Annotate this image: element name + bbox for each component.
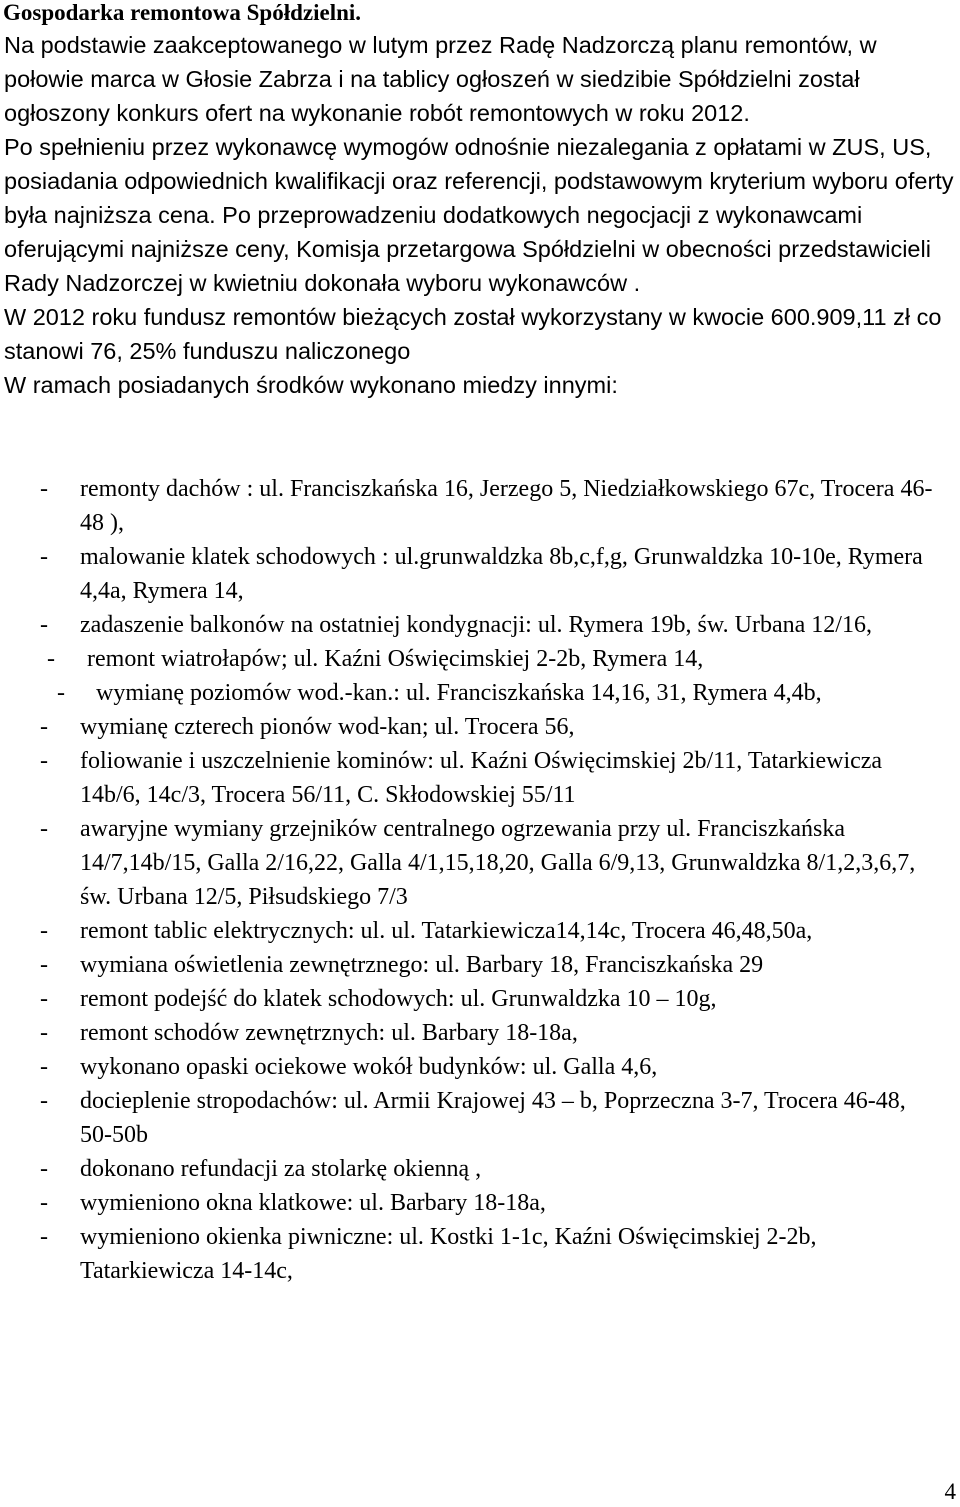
list-dash: - [40,476,48,502]
list-item-text: docieplenie stropodachów: ul. Armii Krajowej 43 – b, Poprzeczna 3-7, Trocera 46-48, 50-50b [80,1088,906,1148]
document-title: Gospodarka remontowa Spółdzielni. [3,0,362,25]
list-item [0,1152,960,1186]
list-item-text: remont podejść do klatek schodowych: ul. Grunwaldzka 10 – 10g, [80,986,717,1012]
list-item-text: remonty dachów : ul. Franciszkańska 16, Jerzego 5, Niedziałkowskiego 67c, Trocera 46-48 ), [80,476,933,536]
list-item [0,472,960,540]
list-item [0,642,960,676]
list-item [0,812,960,914]
list-item-text: wymieniono okna klatkowe: ul. Barbary 18-18a, [80,1190,546,1216]
list-item-text: wymieniono okienka piwniczne: ul. Kostki 1-1c, Kaźni Oświęcimskiej 2-2b, Tatarkiewicza 14-14c, [80,1224,817,1284]
list-dash: - [40,1020,48,1046]
list-item-text: wykonano opaski ociekowe wokół budynków: ul. Galla 4,6, [80,1054,658,1080]
list-item [0,1050,960,1084]
list-item-text: remont schodów zewnętrznych: ul. Barbary 18-18a, [80,1020,578,1046]
list-item-text: malowanie klatek schodowych : ul.grunwaldzka 8b,c,f,g, Grunwaldzka 10-10e, Rymera 4,4a, Rymera 14, [80,544,923,604]
list-item [0,744,960,812]
works-list [0,472,960,1288]
paragraph: W ramach posiadanych środków wykonano miedzy innymi: [4,372,618,398]
list-dash: - [40,1054,48,1080]
list-dash: - [40,612,48,638]
list-item-text: remont tablic elektrycznych: ul. ul. Tatarkiewicza14,14c, Trocera 46,48,50a, [80,918,813,944]
list-item [0,540,960,608]
list-item-text: wymianę czterech pionów wod-kan; ul. Trocera 56, [80,714,575,740]
list-item [0,1084,960,1152]
list-dash: - [40,1088,48,1114]
list-item-text: wymianę poziomów wod.-kan.: ul. Franciszkańska 14,16, 31, Rymera 4,4b, [96,680,822,706]
list-item [0,608,960,642]
list-dash: - [57,680,65,706]
list-dash: - [40,544,48,570]
list-item [0,710,960,744]
list-dash: - [40,714,48,740]
paragraph: Po spełnieniu przez wykonawcę wymogów odnośnie niezalegania z opłatami w ZUS, US, posiadania odpowiednich kwalifikacji oraz referencji, podstawowym kryterium wyboru oferty była najniższa cena. Po przeprowadzeniu dodatkowych negocjacji z wykonawcami oferującymi najniższe ceny, Komisja przetargowa Spółdzielni w obecności przedstawicieli Rady Nadzorczej w kwietniu dokonała wyboru wykonawców . [4,134,954,296]
list-item [0,914,960,948]
page-number: 4 [944,1479,956,1504]
list-item-text: dokonano refundacji za stolarkę okienną , [80,1156,482,1182]
paragraph: W 2012 roku fundusz remontów bieżących został wykorzystany w kwocie 600.909,11 zł co stanowi 76, 25% funduszu naliczonego [4,304,942,364]
list-item [0,676,960,710]
list-item [0,1016,960,1050]
list-item [0,1186,960,1220]
list-dash: - [40,986,48,1012]
list-dash: - [40,1156,48,1182]
list-item [0,1220,960,1288]
list-dash: - [40,748,48,774]
paragraph: Na podstawie zaakceptowanego w lutym przez Radę Nadzorczą planu remontów, w połowie marca w Głosie Zabrza i na tablicy ogłoszeń w siedzibie Spółdzielni został ogłoszony konkurs ofert na wykonanie robót remontowych w roku 2012. [4,32,877,126]
list-dash: - [40,816,48,842]
list-item-text: zadaszenie balkonów na ostatniej kondygnacji: ul. Rymera 19b, św. Urbana 12/16, [80,612,872,638]
body-paragraphs [4,28,956,402]
list-dash: - [40,1190,48,1216]
list-dash: - [47,646,55,672]
list-dash: - [40,1224,48,1250]
list-item-text: remont wiatrołapów; ul. Kaźni Oświęcimskiej 2-2b, Rymera 14, [87,646,704,672]
list-item [0,982,960,1016]
list-item-text: awaryjne wymiany grzejników centralnego ogrzewania przy ul. Franciszkańska 14/7,14b/15, Galla 2/16,22, Galla 4/1,15,18,20, Galla 6/9,13, Grunwaldzka 8/1,2,3,6,7, św. Urbana 12/5, Piłsudskiego 7/3 [80,816,916,910]
list-dash: - [40,952,48,978]
list-item [0,948,960,982]
list-item-text: foliowanie i uszczelnienie kominów: ul. Kaźni Oświęcimskiej 2b/11, Tatarkiewicza 14b/6, 14c/3, Trocera 56/11, C. Skłodowskiej 55/11 [80,748,883,808]
list-item-text: wymiana oświetlenia zewnętrznego: ul. Barbary 18, Franciszkańska 29 [80,952,764,978]
list-dash: - [40,918,48,944]
